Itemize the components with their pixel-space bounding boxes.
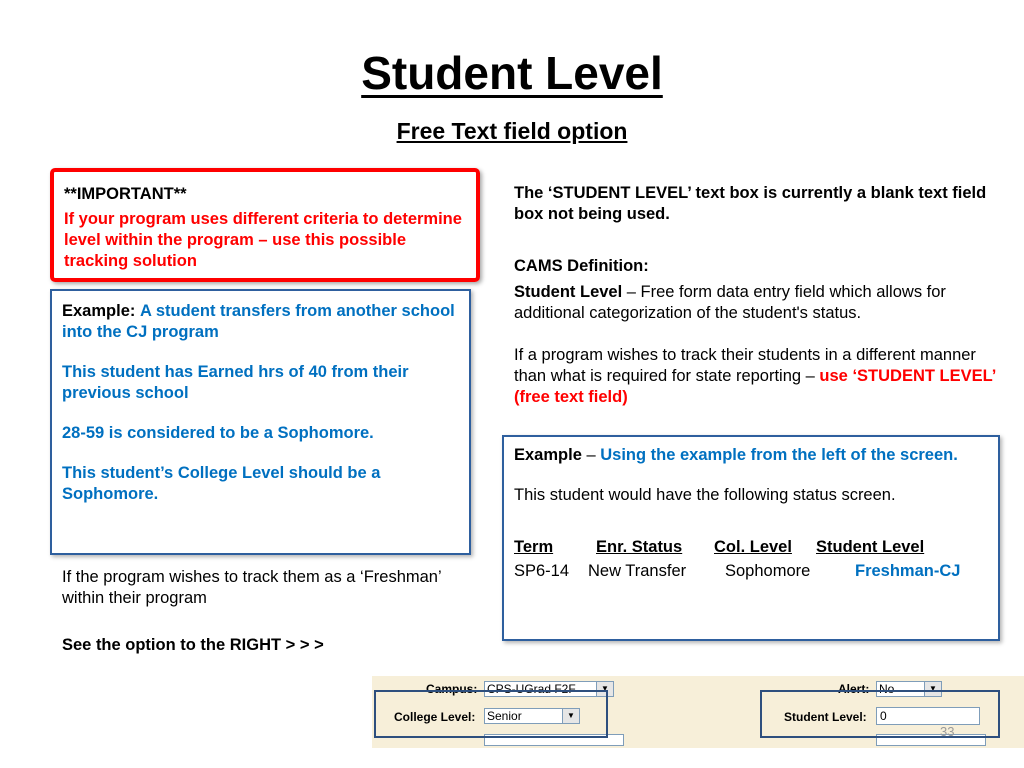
- student-level-value: 0: [880, 709, 887, 723]
- status-intro: This student would have the following status screen.: [514, 486, 896, 504]
- cell-student-level: Freshman-CJ: [855, 562, 961, 580]
- header-enr-status: Enr. Status: [596, 538, 683, 556]
- cams-definition-heading: CAMS Definition:: [514, 257, 649, 275]
- status-data-row: [514, 561, 988, 582]
- college-level-highlight: [374, 690, 608, 738]
- important-heading: **IMPORTANT**: [64, 185, 187, 203]
- right-example-label: Example: [514, 446, 582, 464]
- chevron-down-icon: ▼: [596, 682, 613, 696]
- definition-text: – Free form data entry field which allows for additional categorization of the student's status.: [514, 283, 946, 322]
- example-line-3: 28-59 is considered to be a Sophomore.: [62, 424, 374, 442]
- student-level-intro: The ‘STUDENT LEVEL’ text box is currently a blank text field box not being used.: [514, 184, 987, 223]
- example-line-1: A student transfers from another school into the CJ program: [62, 302, 455, 341]
- see-option-right-text: See the option to the RIGHT > > >: [62, 636, 324, 654]
- chevron-down-icon: ▼: [562, 709, 579, 723]
- right-column: [514, 183, 1004, 408]
- example-label: Example:: [62, 302, 136, 320]
- cell-enr-status: New Transfer: [588, 562, 687, 580]
- student-level-label: Student Level:: [784, 710, 867, 724]
- page-title: Student Level: [361, 47, 663, 99]
- header-term: Term: [514, 538, 554, 556]
- alert-value: No: [879, 682, 895, 696]
- track-freshman-text: If the program wishes to track them as a ‘Freshman’ within their program: [62, 568, 442, 607]
- left-example-box: [50, 289, 471, 555]
- cams-definition: [514, 282, 1004, 324]
- tracking-text: If a program wishes to track their students in a different manner than what is required for state reporting –: [514, 346, 976, 385]
- header-student-level: Student Level: [816, 538, 925, 556]
- cell-term: SP6-14: [514, 562, 570, 580]
- header-col-level: Col. Level: [714, 538, 792, 556]
- right-example-dash: –: [581, 446, 601, 464]
- right-example-text: Using the example from the left of the screen.: [600, 446, 958, 464]
- important-text: If your program uses different criteria to determine level within the program – use this possible tracking solution: [64, 210, 462, 270]
- tracking-paragraph: [514, 345, 1004, 408]
- example-line-2: This student has Earned hrs of 40 from their previous school: [62, 363, 409, 402]
- page-number: 33: [940, 724, 955, 739]
- definition-term: Student Level: [514, 283, 623, 301]
- tracking-highlight: use ‘STUDENT LEVEL’ (free text field): [514, 367, 996, 406]
- campus-label: Campus:: [426, 682, 478, 696]
- student-level-highlight: [760, 690, 1000, 738]
- page-subtitle: Free Text field option: [396, 118, 628, 144]
- important-callout: [50, 168, 480, 282]
- alert-label: Alert:: [838, 682, 870, 696]
- campus-value: CPS-UGrad F2F: [487, 682, 576, 696]
- college-level-label: College Level:: [394, 710, 476, 724]
- college-level-value: Senior: [487, 709, 522, 723]
- status-header-row: [514, 537, 988, 558]
- right-example-box: [502, 435, 1000, 641]
- below-left-text: [62, 567, 462, 656]
- example-line-4: This student’s College Level should be a Sophomore.: [62, 464, 381, 503]
- cell-col-level: Sophomore: [725, 562, 811, 580]
- chevron-down-icon: ▼: [924, 682, 941, 696]
